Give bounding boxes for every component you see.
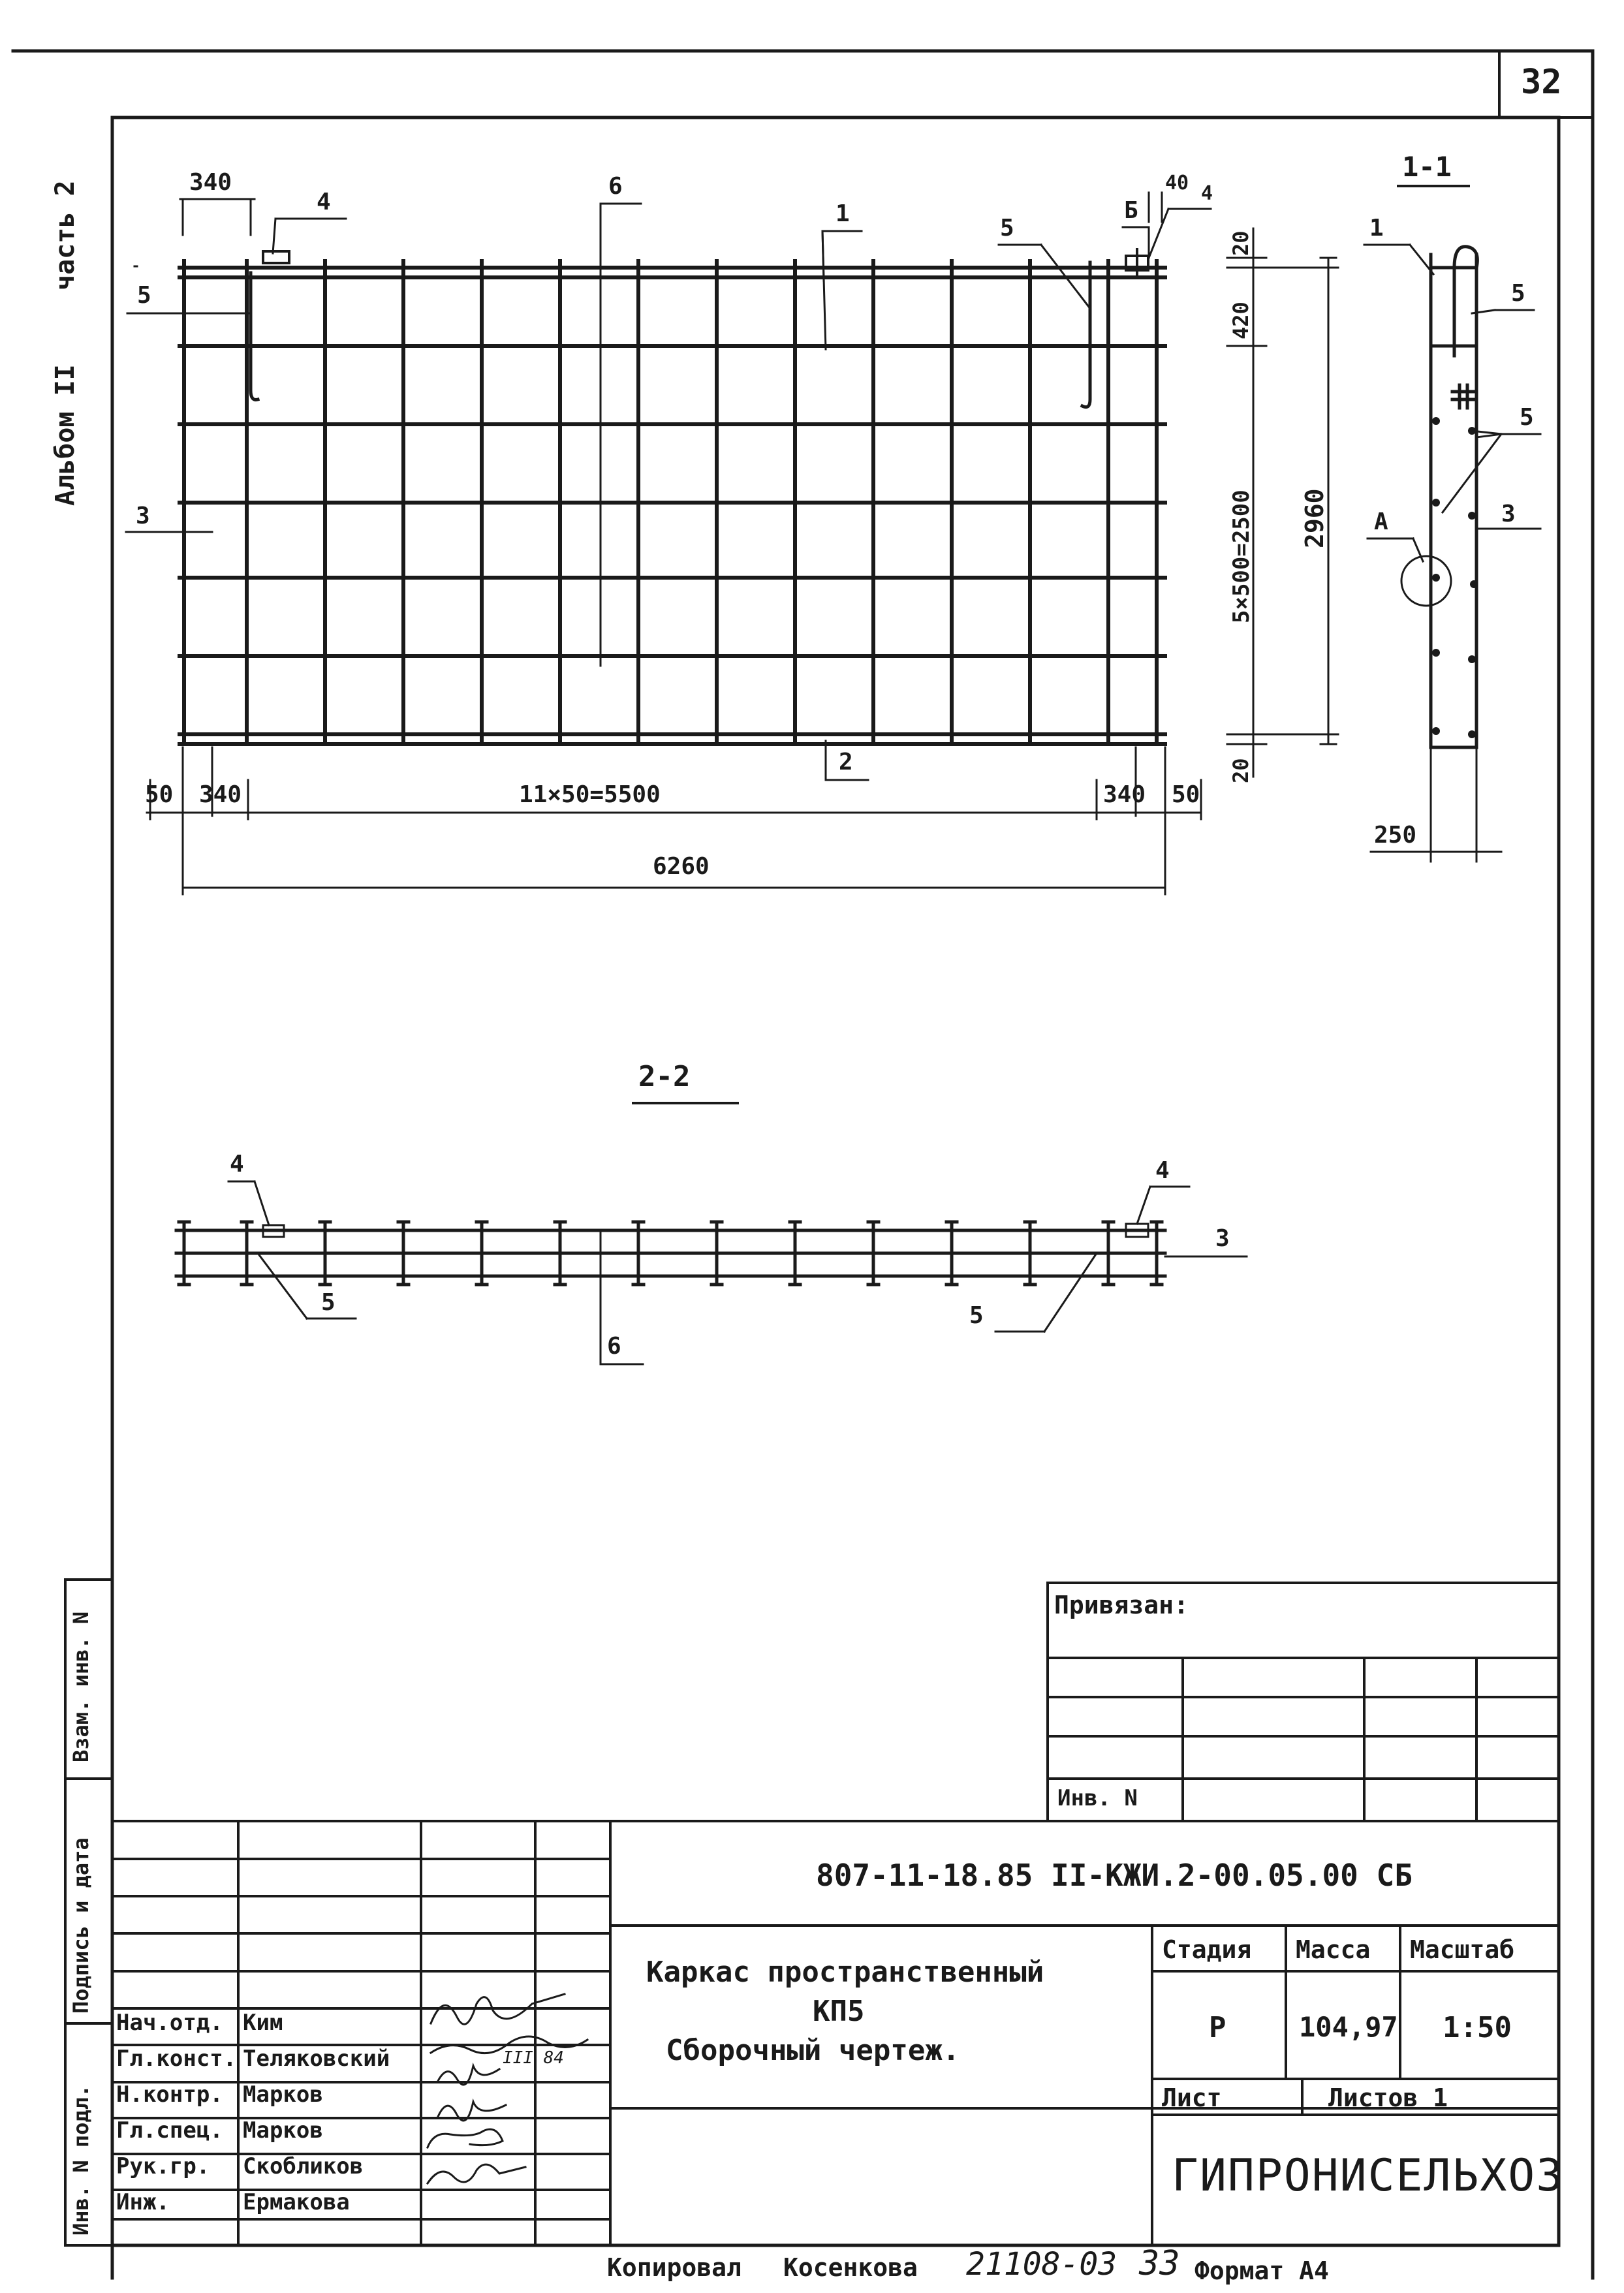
sec22-label-6: 6 (607, 1333, 621, 1360)
label-6-top: 6 (608, 173, 623, 200)
signature-role: Рук.гр. (116, 2153, 210, 2179)
dim-50-right: 50 (1172, 781, 1200, 808)
label-5-left: 5 (137, 282, 151, 309)
signature-role: Н.контр. (116, 2082, 223, 2108)
label-B: Б (1124, 197, 1138, 224)
section-2-2-leaders (228, 1181, 1247, 1364)
signature-role: Инж. (116, 2189, 170, 2215)
binding-part: часть 2 (50, 180, 80, 290)
signature-name: Скобликов (243, 2153, 364, 2179)
sec11-dim-250: 250 (1374, 822, 1417, 849)
sec11-label-5a: 5 (1511, 280, 1525, 307)
signature-role: Нач.отд. (116, 2010, 223, 2036)
stage-label: Стадия (1162, 1935, 1252, 1964)
section-1-1-bar-dots (1432, 417, 1478, 738)
section-2-2-view (176, 1222, 1165, 1285)
dim-6260: 6260 (653, 853, 710, 880)
label-340-top: 340 (189, 169, 232, 196)
footer-copied-label: Копировал (607, 2253, 742, 2282)
dim-50-left: 50 (145, 781, 174, 808)
footer-number: 21108-03 (966, 2246, 1117, 2283)
label-2-bottom: 2 (839, 749, 853, 775)
section-2-2-title: 2-2 (638, 1060, 691, 1093)
frame-mesh-elevation (180, 261, 1165, 744)
date-note: III 84 (503, 2048, 564, 2068)
sheets-label: Листов 1 (1328, 2083, 1448, 2112)
footer-format: Формат А4 (1195, 2256, 1329, 2285)
dim-2500: 5×500=2500 (1228, 490, 1255, 623)
signature-name: Теляковский (243, 2046, 390, 2072)
dim-5500: 11×50=5500 (519, 781, 661, 808)
side-stamp-vzam: Взам. инв. N (69, 1611, 93, 1762)
signature-role: Гл.спец. (116, 2117, 223, 2144)
sec11-label-A: А (1374, 508, 1388, 535)
privyazan-inv: Инв. N (1057, 1785, 1138, 1811)
scale-label: Масштаб (1410, 1935, 1515, 1964)
signature-name: Марков (243, 2082, 323, 2108)
sec22-label-3: 3 (1215, 1225, 1230, 1252)
sec11-label-5b: 5 (1520, 404, 1534, 431)
organization-name: ГИПРОНИСЕЛЬХОЗ (1172, 2150, 1565, 2202)
sheet-number: 32 (1521, 63, 1562, 102)
section-1-1-leaders (1364, 245, 1540, 862)
sec22-label-4-left: 4 (230, 1151, 244, 1178)
footer-page: 33 (1139, 2244, 1180, 2283)
signature-name: Ермакова (243, 2189, 350, 2215)
mesh-hooks (251, 262, 1090, 407)
title-line-3: Сборочный чертеж. (666, 2034, 960, 2067)
document-code: 807-11-18.85 II-КЖИ.2-00.05.00 СБ (816, 1858, 1413, 1893)
label-40: 40 (1165, 172, 1189, 195)
dim-20-top: 20 (1228, 230, 1253, 256)
label-3-left: 3 (136, 503, 150, 529)
signature-role: Гл.конст. (116, 2046, 237, 2072)
side-stamp-inv-podl: Инв. N подл. (69, 2084, 93, 2236)
dim-340-right: 340 (1103, 781, 1146, 808)
signature-name: Ким (243, 2010, 283, 2036)
sec22-label-4-right: 4 (1155, 1157, 1170, 1184)
binding-album: Альбом II (50, 364, 80, 506)
side-stamp-podpis: Подпись и дата (69, 1837, 93, 2014)
title-line-2: КП5 (813, 1995, 865, 2028)
main-view-leaders (126, 189, 1211, 780)
dim-2960: 2960 (1300, 488, 1329, 548)
mass-label: Масса (1296, 1935, 1371, 1964)
sheet-label: Лист (1162, 2083, 1222, 2112)
dim-420: 420 (1228, 302, 1253, 339)
label-5-right: 5 (1000, 215, 1014, 242)
sec11-label-3: 3 (1501, 501, 1516, 527)
label-4-right: 4 (1201, 182, 1213, 205)
signature-name: Марков (243, 2117, 323, 2144)
embedded-plates (263, 249, 1148, 277)
privyazan-label: Привязан: (1054, 1591, 1189, 1619)
title-line-1: Каркас пространственный (646, 1956, 1044, 1989)
dim-20-bottom: 20 (1228, 758, 1253, 783)
label-4-left: 4 (317, 189, 331, 215)
dim-340-left: 340 (199, 781, 242, 808)
sec22-label-5-left: 5 (321, 1289, 336, 1316)
label-1-top: 1 (835, 200, 850, 227)
sec11-label-1: 1 (1369, 215, 1384, 242)
footer-copied-by: Косенкова (783, 2253, 918, 2282)
stage-value: Р (1209, 2011, 1226, 2044)
section-1-1-title: 1-1 (1402, 151, 1452, 183)
sec22-label-5-right: 5 (969, 1302, 984, 1329)
mass-value: 104,97 (1299, 2011, 1398, 2043)
scale-value: 1:50 (1443, 2011, 1512, 2044)
